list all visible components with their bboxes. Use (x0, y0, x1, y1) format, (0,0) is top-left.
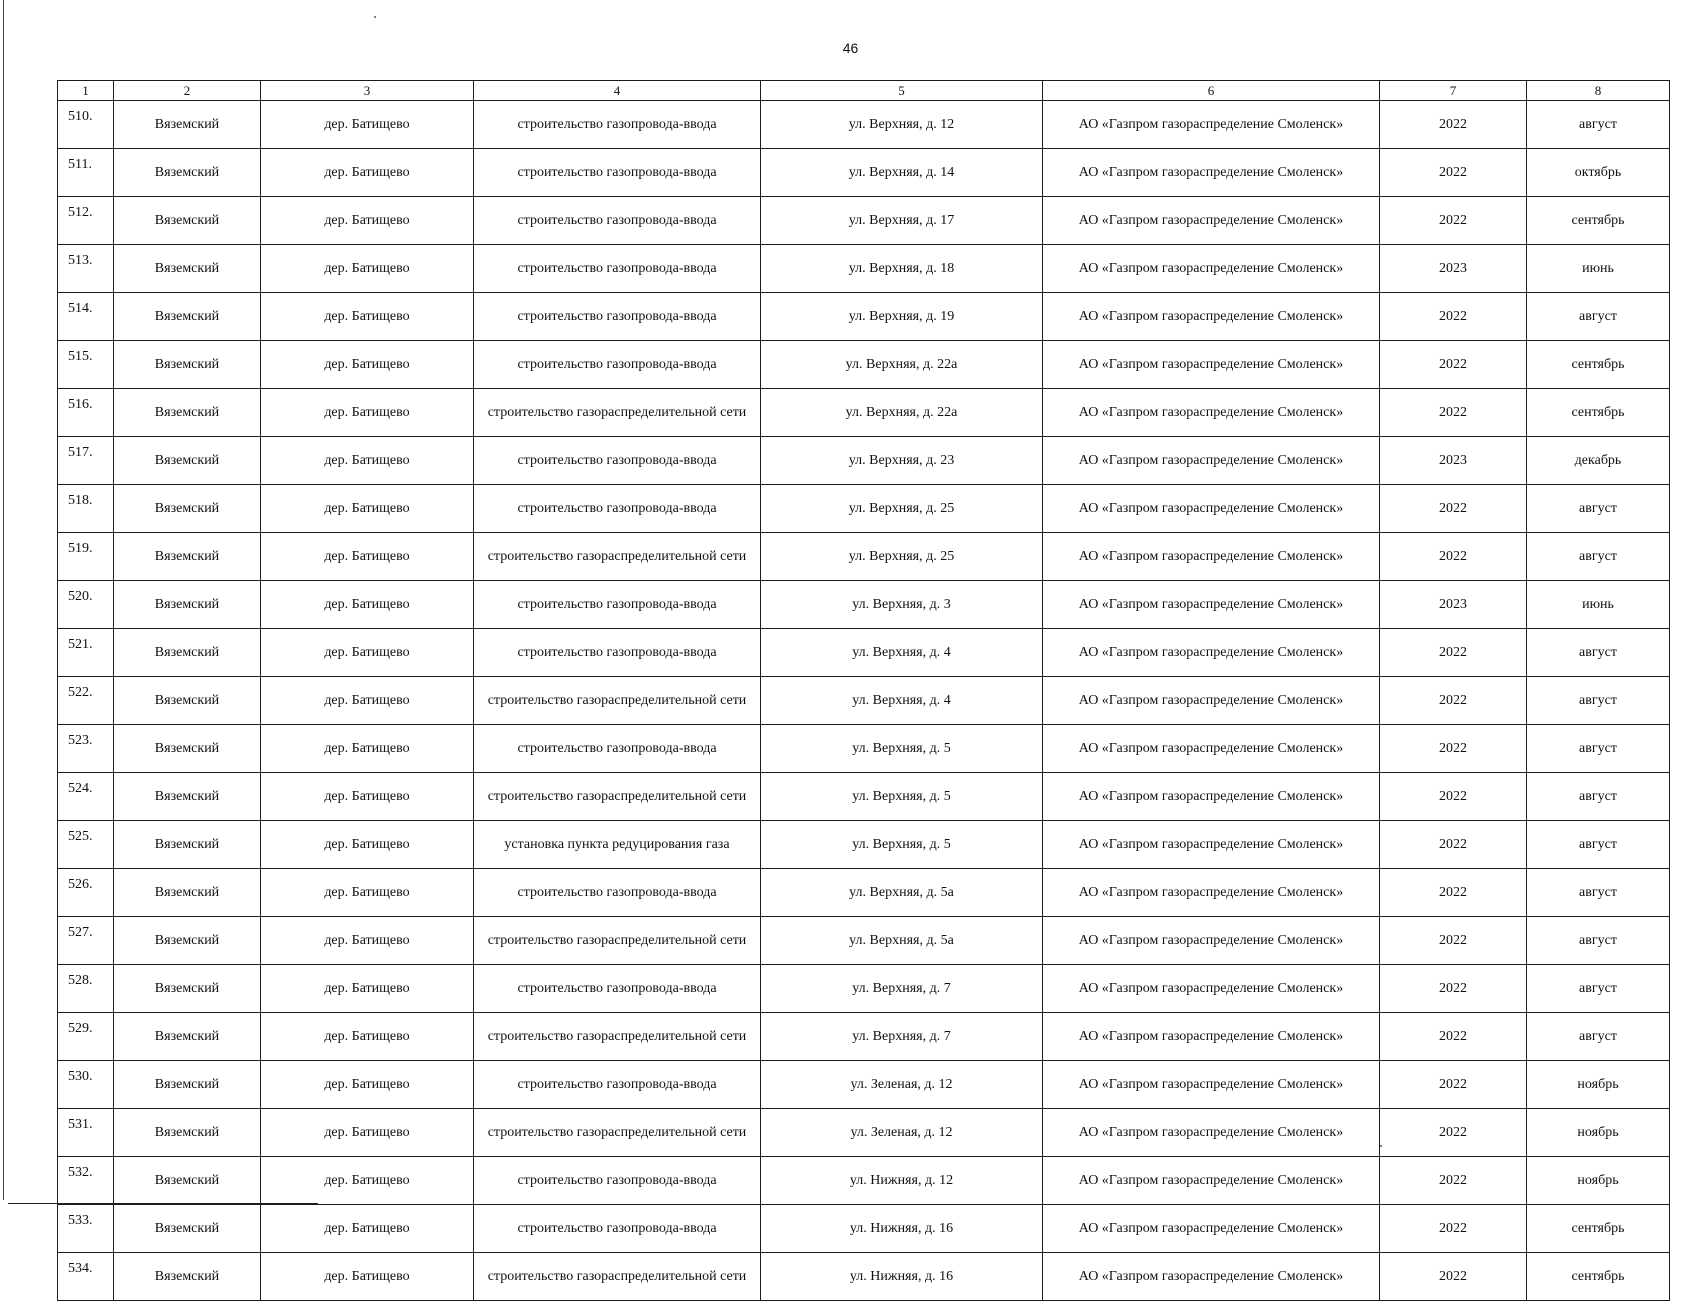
year-cell: 2022 (1380, 773, 1527, 821)
settlement-cell: дер. Батищево (261, 1157, 474, 1205)
settlement-cell: дер. Батищево (261, 629, 474, 677)
year-cell: 2022 (1380, 629, 1527, 677)
month-cell: ноябрь (1527, 1157, 1670, 1205)
work-type-cell: строительство газопровода-ввода (474, 869, 761, 917)
year-cell: 2022 (1380, 1205, 1527, 1253)
table-row (58, 965, 1670, 1013)
address-cell: ул. Верхняя, д. 7 (761, 1013, 1043, 1061)
organization-cell: АО «Газпром газораспределение Смоленск» (1043, 821, 1380, 869)
work-type-cell: строительство газораспределительной сети (474, 773, 761, 821)
row-number-cell: 519. (58, 533, 114, 581)
year-cell: 2023 (1380, 581, 1527, 629)
work-type-cell: строительство газопровода-ввода (474, 1061, 761, 1109)
organization-cell: АО «Газпром газораспределение Смоленск» (1043, 1157, 1380, 1205)
district-cell: Вяземский (114, 869, 261, 917)
row-number-cell: 513. (58, 245, 114, 293)
address-cell: ул. Верхняя, д. 22а (761, 341, 1043, 389)
year-cell: 2022 (1380, 917, 1527, 965)
settlement-cell: дер. Батищево (261, 581, 474, 629)
work-type-cell: строительство газопровода-ввода (474, 293, 761, 341)
address-cell: ул. Нижняя, д. 12 (761, 1157, 1043, 1205)
work-type-cell: строительство газопровода-ввода (474, 629, 761, 677)
organization-cell: АО «Газпром газораспределение Смоленск» (1043, 245, 1380, 293)
month-cell: сентябрь (1527, 341, 1670, 389)
organization-cell: АО «Газпром газораспределение Смоленск» (1043, 1205, 1380, 1253)
year-cell: 2022 (1380, 869, 1527, 917)
address-cell: ул. Верхняя, д. 3 (761, 581, 1043, 629)
table-row (58, 869, 1670, 917)
work-type-cell: строительство газопровода-ввода (474, 965, 761, 1013)
year-cell: 2022 (1380, 1061, 1527, 1109)
settlement-cell: дер. Батищево (261, 533, 474, 581)
address-cell: ул. Верхняя, д. 25 (761, 485, 1043, 533)
year-cell: 2022 (1380, 533, 1527, 581)
organization-cell: АО «Газпром газораспределение Смоленск» (1043, 677, 1380, 725)
settlement-cell: дер. Батищево (261, 293, 474, 341)
district-cell: Вяземский (114, 389, 261, 437)
year-cell: 2022 (1380, 341, 1527, 389)
settlement-cell: дер. Батищево (261, 1205, 474, 1253)
settlement-cell: дер. Батищево (261, 821, 474, 869)
address-cell: ул. Верхняя, д. 23 (761, 437, 1043, 485)
work-type-cell: строительство газопровода-ввода (474, 437, 761, 485)
table-row (58, 1061, 1670, 1109)
table-row (58, 389, 1670, 437)
year-cell: 2022 (1380, 389, 1527, 437)
year-cell: 2022 (1380, 677, 1527, 725)
month-cell: декабрь (1527, 437, 1670, 485)
table-row (58, 677, 1670, 725)
table-row (58, 1013, 1670, 1061)
organization-cell: АО «Газпром газораспределение Смоленск» (1043, 341, 1380, 389)
column-header: 2 (114, 81, 261, 101)
column-header: 7 (1380, 81, 1527, 101)
settlement-cell: дер. Батищево (261, 869, 474, 917)
row-number-cell: 534. (58, 1253, 114, 1301)
organization-cell: АО «Газпром газораспределение Смоленск» (1043, 869, 1380, 917)
month-cell: сентябрь (1527, 1253, 1670, 1301)
work-type-cell: строительство газораспределительной сети (474, 389, 761, 437)
table-row (58, 245, 1670, 293)
organization-cell: АО «Газпром газораспределение Смоленск» (1043, 1253, 1380, 1301)
table-row (58, 821, 1670, 869)
settlement-cell: дер. Батищево (261, 485, 474, 533)
year-cell: 2023 (1380, 245, 1527, 293)
district-cell: Вяземский (114, 245, 261, 293)
settlement-cell: дер. Батищево (261, 917, 474, 965)
district-cell: Вяземский (114, 1109, 261, 1157)
column-header: 6 (1043, 81, 1380, 101)
work-type-cell: строительство газопровода-ввода (474, 1205, 761, 1253)
table-row (58, 1109, 1670, 1157)
row-number-cell: 517. (58, 437, 114, 485)
district-cell: Вяземский (114, 485, 261, 533)
work-type-cell: строительство газопровода-ввода (474, 341, 761, 389)
organization-cell: АО «Газпром газораспределение Смоленск» (1043, 485, 1380, 533)
month-cell: ноябрь (1527, 1061, 1670, 1109)
year-cell: 2022 (1380, 293, 1527, 341)
work-type-cell: строительство газопровода-ввода (474, 485, 761, 533)
address-cell: ул. Верхняя, д. 5а (761, 869, 1043, 917)
year-cell: 2023 (1380, 437, 1527, 485)
organization-cell: АО «Газпром газораспределение Смоленск» (1043, 629, 1380, 677)
address-cell: ул. Верхняя, д. 25 (761, 533, 1043, 581)
row-number-cell: 512. (58, 197, 114, 245)
month-cell: сентябрь (1527, 389, 1670, 437)
work-type-cell: строительство газопровода-ввода (474, 725, 761, 773)
work-type-cell: строительство газопровода-ввода (474, 245, 761, 293)
district-cell: Вяземский (114, 1205, 261, 1253)
gasification-schedule-table (57, 80, 1670, 1301)
organization-cell: АО «Газпром газораспределение Смоленск» (1043, 533, 1380, 581)
district-cell: Вяземский (114, 1157, 261, 1205)
table-row (58, 485, 1670, 533)
month-cell: август (1527, 677, 1670, 725)
district-cell: Вяземский (114, 533, 261, 581)
organization-cell: АО «Газпром газораспределение Смоленск» (1043, 725, 1380, 773)
organization-cell: АО «Газпром газораспределение Смоленск» (1043, 197, 1380, 245)
address-cell: ул. Верхняя, д. 17 (761, 197, 1043, 245)
row-number-cell: 525. (58, 821, 114, 869)
row-number-cell: 522. (58, 677, 114, 725)
row-number-cell: 514. (58, 293, 114, 341)
work-type-cell: установка пункта редуцирования газа (474, 821, 761, 869)
table-row (58, 773, 1670, 821)
settlement-cell: дер. Батищево (261, 437, 474, 485)
year-cell: 2022 (1380, 1109, 1527, 1157)
month-cell: ноябрь (1527, 1109, 1670, 1157)
column-header: 8 (1527, 81, 1670, 101)
table-row (58, 197, 1670, 245)
month-cell: август (1527, 101, 1670, 149)
address-cell: ул. Верхняя, д. 5 (761, 821, 1043, 869)
row-number-cell: 533. (58, 1205, 114, 1253)
organization-cell: АО «Газпром газораспределение Смоленск» (1043, 773, 1380, 821)
scan-speck (374, 16, 376, 18)
row-number-cell: 515. (58, 341, 114, 389)
year-cell: 2022 (1380, 1157, 1527, 1205)
district-cell: Вяземский (114, 629, 261, 677)
work-type-cell: строительство газораспределительной сети (474, 533, 761, 581)
row-number-cell: 510. (58, 101, 114, 149)
organization-cell: АО «Газпром газораспределение Смоленск» (1043, 149, 1380, 197)
district-cell: Вяземский (114, 437, 261, 485)
address-cell: ул. Верхняя, д. 5 (761, 773, 1043, 821)
address-cell: ул. Верхняя, д. 22а (761, 389, 1043, 437)
table-row (58, 917, 1670, 965)
year-cell: 2022 (1380, 197, 1527, 245)
month-cell: сентябрь (1527, 1205, 1670, 1253)
address-cell: ул. Верхняя, д. 4 (761, 629, 1043, 677)
district-cell: Вяземский (114, 293, 261, 341)
settlement-cell: дер. Батищево (261, 149, 474, 197)
settlement-cell: дер. Батищево (261, 197, 474, 245)
settlement-cell: дер. Батищево (261, 1109, 474, 1157)
row-number-cell: 529. (58, 1013, 114, 1061)
address-cell: ул. Верхняя, д. 19 (761, 293, 1043, 341)
table-row (58, 149, 1670, 197)
month-cell: август (1527, 1013, 1670, 1061)
year-cell: 2022 (1380, 1253, 1527, 1301)
page-number: 46 (842, 40, 859, 56)
month-cell: август (1527, 293, 1670, 341)
settlement-cell: дер. Батищево (261, 725, 474, 773)
table-row (58, 101, 1670, 149)
year-cell: 2022 (1380, 101, 1527, 149)
district-cell: Вяземский (114, 581, 261, 629)
district-cell: Вяземский (114, 821, 261, 869)
organization-cell: АО «Газпром газораспределение Смоленск» (1043, 1013, 1380, 1061)
month-cell: сентябрь (1527, 197, 1670, 245)
settlement-cell: дер. Батищево (261, 773, 474, 821)
year-cell: 2022 (1380, 1013, 1527, 1061)
district-cell: Вяземский (114, 1013, 261, 1061)
row-number-cell: 526. (58, 869, 114, 917)
settlement-cell: дер. Батищево (261, 1253, 474, 1301)
year-cell: 2022 (1380, 725, 1527, 773)
address-cell: ул. Верхняя, д. 4 (761, 677, 1043, 725)
settlement-cell: дер. Батищево (261, 1061, 474, 1109)
address-cell: ул. Верхняя, д. 5 (761, 725, 1043, 773)
row-number-cell: 523. (58, 725, 114, 773)
table-row (58, 293, 1670, 341)
work-type-cell: строительство газораспределительной сети (474, 1253, 761, 1301)
column-number-row (58, 81, 1670, 101)
district-cell: Вяземский (114, 149, 261, 197)
month-cell: август (1527, 629, 1670, 677)
address-cell: ул. Верхняя, д. 5а (761, 917, 1043, 965)
work-type-cell: строительство газопровода-ввода (474, 149, 761, 197)
row-number-cell: 516. (58, 389, 114, 437)
year-cell: 2022 (1380, 821, 1527, 869)
month-cell: август (1527, 773, 1670, 821)
work-type-cell: строительство газопровода-ввода (474, 101, 761, 149)
address-cell: ул. Зеленая, д. 12 (761, 1109, 1043, 1157)
settlement-cell: дер. Батищево (261, 245, 474, 293)
column-header: 5 (761, 81, 1043, 101)
settlement-cell: дер. Батищево (261, 341, 474, 389)
column-header: 1 (58, 81, 114, 101)
month-cell: август (1527, 725, 1670, 773)
table-row (58, 533, 1670, 581)
district-cell: Вяземский (114, 1061, 261, 1109)
district-cell: Вяземский (114, 773, 261, 821)
footer-rule (8, 1203, 318, 1204)
row-number-cell: 511. (58, 149, 114, 197)
month-cell: август (1527, 533, 1670, 581)
settlement-cell: дер. Батищево (261, 1013, 474, 1061)
work-type-cell: строительство газопровода-ввода (474, 197, 761, 245)
row-number-cell: 520. (58, 581, 114, 629)
row-number-cell: 531. (58, 1109, 114, 1157)
address-cell: ул. Нижняя, д. 16 (761, 1253, 1043, 1301)
organization-cell: АО «Газпром газораспределение Смоленск» (1043, 917, 1380, 965)
row-number-cell: 524. (58, 773, 114, 821)
page-left-edge-line (3, 0, 4, 1200)
work-type-cell: строительство газораспределительной сети (474, 1109, 761, 1157)
row-number-cell: 532. (58, 1157, 114, 1205)
table-row (58, 725, 1670, 773)
settlement-cell: дер. Батищево (261, 965, 474, 1013)
work-type-cell: строительство газораспределительной сети (474, 1013, 761, 1061)
table-row (58, 341, 1670, 389)
row-number-cell: 528. (58, 965, 114, 1013)
organization-cell: АО «Газпром газораспределение Смоленск» (1043, 1109, 1380, 1157)
district-cell: Вяземский (114, 965, 261, 1013)
settlement-cell: дер. Батищево (261, 389, 474, 437)
month-cell: август (1527, 821, 1670, 869)
year-cell: 2022 (1380, 965, 1527, 1013)
table-row (58, 1157, 1670, 1205)
table-row (58, 1205, 1670, 1253)
month-cell: август (1527, 965, 1670, 1013)
row-number-cell: 527. (58, 917, 114, 965)
address-cell: ул. Верхняя, д. 14 (761, 149, 1043, 197)
district-cell: Вяземский (114, 725, 261, 773)
organization-cell: АО «Газпром газораспределение Смоленск» (1043, 389, 1380, 437)
organization-cell: АО «Газпром газораспределение Смоленск» (1043, 965, 1380, 1013)
work-type-cell: строительство газораспределительной сети (474, 677, 761, 725)
work-type-cell: строительство газопровода-ввода (474, 581, 761, 629)
month-cell: август (1527, 869, 1670, 917)
address-cell: ул. Верхняя, д. 7 (761, 965, 1043, 1013)
column-header: 4 (474, 81, 761, 101)
organization-cell: АО «Газпром газораспределение Смоленск» (1043, 437, 1380, 485)
district-cell: Вяземский (114, 917, 261, 965)
district-cell: Вяземский (114, 1253, 261, 1301)
row-number-cell: 518. (58, 485, 114, 533)
settlement-cell: дер. Батищево (261, 677, 474, 725)
district-cell: Вяземский (114, 677, 261, 725)
district-cell: Вяземский (114, 341, 261, 389)
table-row (58, 581, 1670, 629)
month-cell: июнь (1527, 245, 1670, 293)
settlement-cell: дер. Батищево (261, 101, 474, 149)
year-cell: 2022 (1380, 149, 1527, 197)
district-cell: Вяземский (114, 101, 261, 149)
column-header: 3 (261, 81, 474, 101)
table-row (58, 629, 1670, 677)
month-cell: октябрь (1527, 149, 1670, 197)
address-cell: ул. Верхняя, д. 12 (761, 101, 1043, 149)
organization-cell: АО «Газпром газораспределение Смоленск» (1043, 101, 1380, 149)
row-number-cell: 521. (58, 629, 114, 677)
row-number-cell: 530. (58, 1061, 114, 1109)
month-cell: июнь (1527, 581, 1670, 629)
table-row (58, 437, 1670, 485)
address-cell: ул. Верхняя, д. 18 (761, 245, 1043, 293)
address-cell: ул. Зеленая, д. 12 (761, 1061, 1043, 1109)
month-cell: август (1527, 917, 1670, 965)
organization-cell: АО «Газпром газораспределение Смоленск» (1043, 293, 1380, 341)
address-cell: ул. Нижняя, д. 16 (761, 1205, 1043, 1253)
month-cell: август (1527, 485, 1670, 533)
work-type-cell: строительство газораспределительной сети (474, 917, 761, 965)
organization-cell: АО «Газпром газораспределение Смоленск» (1043, 1061, 1380, 1109)
work-type-cell: строительство газопровода-ввода (474, 1157, 761, 1205)
year-cell: 2022 (1380, 485, 1527, 533)
organization-cell: АО «Газпром газораспределение Смоленск» (1043, 581, 1380, 629)
district-cell: Вяземский (114, 197, 261, 245)
table-row (58, 1253, 1670, 1301)
